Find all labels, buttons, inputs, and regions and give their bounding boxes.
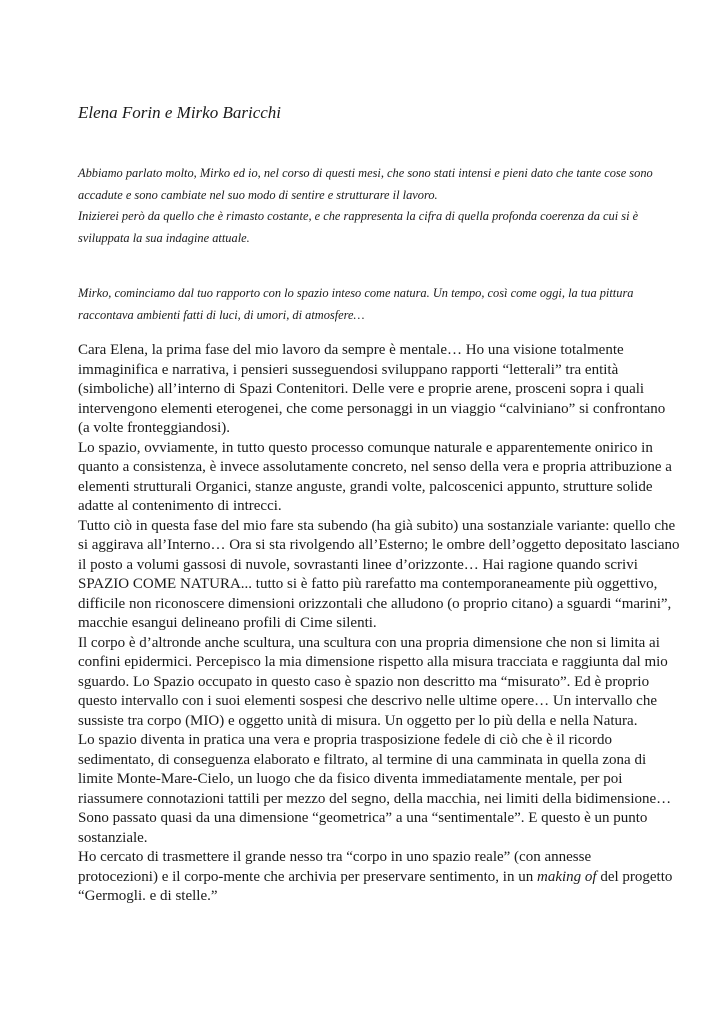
answer-line: macchie esangui delineano profili di Cime silenti. [78, 615, 377, 631]
answer-line: Lo spazio, ovviamente, in tutto questo processo comunque naturale e apparentemente onirico in [78, 439, 653, 456]
answer-line: immaginifica e narrativa, i pensieri susseguendosi sviluppano rapporti “letterali” tra entità [78, 361, 619, 378]
answer-line: elementi strutturali Organici, stanze anguste, grandi volte, palcoscenici appunto, strutture solide [78, 478, 653, 495]
document-title: Elena Forin e Mirko Baricchi [78, 103, 282, 122]
answer-line: sussiste tra corpo (MIO) e oggetto unità di misura. Un oggetto per lo più della e nella Natura. [78, 712, 638, 729]
answer-line: il posto a volumi gassosi di nuvole, sovrastanti linee d’orizzonte… Hai ragione quando scrivi [78, 556, 638, 573]
answer-line: (simboliche) all’interno di Spazi Contenitori. Delle vere e proprie arene, prosceni sopra i quali [78, 381, 645, 397]
answer-line: “Germogli. e di stelle.” [78, 888, 218, 904]
answer-line: adatte al contenimento di intrecci. [78, 498, 282, 514]
answer-line: limite Monte-Mare-Cielo, un luogo che da fisico diventa immediatamente mentale, per poi [78, 771, 623, 787]
answer-line: quanto a consistenza, è invece assolutamente concreto, nel senso della vera e propria attribuzione a [78, 459, 672, 475]
answer-line: (a volte fronteggiandosi). [78, 420, 231, 436]
answer-line: Ho cercato di trasmettere il grande nesso tra “corpo in uno spazio reale” (con annesse [78, 849, 592, 865]
interview-answer [78, 341, 680, 907]
answer-line: riassumere connotazioni tattili per mezzo del segno, della macchia, nei limiti della bidimensione… [78, 790, 672, 807]
answer-line-with-italic [78, 868, 673, 888]
answer-line: si aggirava all’Interno… Ora si sta rivolgendo all’Esterno; le ombre dell’oggetto depositato lasciano [78, 537, 680, 553]
question-line: Mirko, cominciamo dal tuo rapporto con lo spazio inteso come natura. Un tempo, così come oggi, la tua pittura [78, 286, 634, 300]
answer-line: sedimentato, di conseguenza elaborato e filtrato, al termine di una camminata in quella zona di [78, 751, 647, 768]
answer-line: questo intervallo con i suoi elementi sospesi che descrivo nelle ultime opere… Un intervallo che [78, 693, 658, 709]
interview-question [78, 283, 662, 326]
intro-line: sviluppata la sua indagine attuale. [78, 230, 250, 245]
answer-line-tail: del progetto [596, 868, 673, 885]
italic-phrase: making of [536, 868, 597, 885]
intro-paragraph [78, 163, 662, 249]
intro-line: accadute e sono cambiate nel suo modo di sentire e strutturare il lavoro. [78, 187, 438, 202]
answer-line-text: protocezioni) e il corpo-mente che archivia per preservare sentimento, in un [78, 868, 534, 885]
answer-line: Il corpo è d’altronde anche scultura, una scultura con una propria dimensione che non si limita ai [78, 634, 660, 651]
answer-line: intervengono elementi eterogenei, che come personaggi in un viaggio “calviniano” si confrontano [78, 400, 666, 417]
intro-line: Abbiamo parlato molto, Mirko ed io, nel corso di questi mesi, che sono stati intensi e pieni dato che tante cose sono [78, 166, 653, 180]
answer-line: Tutto ciò in questa fase del mio fare sta subendo (ha già subito) una sostanziale variante: quello che [78, 517, 676, 534]
question-line: raccontava ambienti fatti di luci, di umori, di atmosfere… [78, 307, 365, 322]
answer-line: Sono passato quasi da una dimensione “geometrica” a una “sentimentale”. E questo è un punto [78, 810, 648, 826]
answer-line: confini epidermici. Percepisco la mia dimensione rispetto alla misura tracciata e raggiunta dal mio [78, 654, 668, 670]
answer-line: Cara Elena, la prima fase del mio lavoro da sempre è mentale… Ho una visione totalmente [78, 342, 624, 358]
answer-line: sguardo. Lo Spazio occupato in questo caso è spazio non descritto ma “misurato”. Ed è proprio [78, 673, 650, 690]
answer-line: sostanziale. [78, 829, 148, 846]
answer-line: Lo spazio diventa in pratica una vera e propria trasposizione fedele di ciò che è il ricordo [78, 732, 612, 748]
answer-line: difficile non riconoscere dimensioni orizzontali che alludono (o proprio citano) a sguardi “marini”, [78, 595, 672, 612]
intro-line: Inizierei però da quello che è rimasto costante, e che rappresenta la cifra di quella profonda coerenza da cui si è [78, 209, 639, 223]
answer-line: SPAZIO COME NATURA... tutto si è fatto più rarefatto ma contemporaneamente più oggettivo, [78, 576, 658, 592]
